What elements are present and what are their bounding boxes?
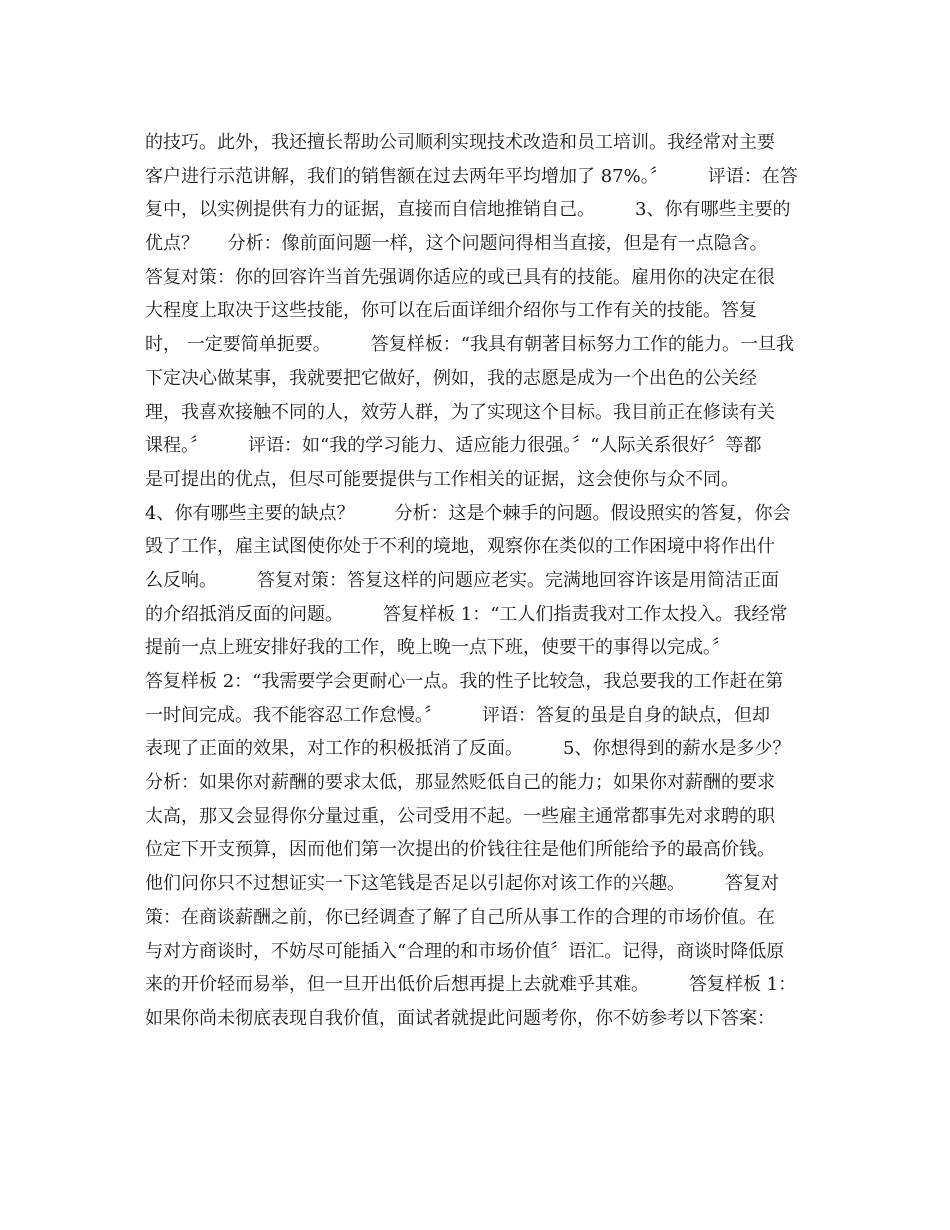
- text-line: 策：在商谈薪酬之前，你已经调查了解了自己所从事工作的合理的市场价值。在: [145, 906, 775, 928]
- text-line: 大程度上取决于这些技能，你可以在后面详细介绍你与工作有关的技能。答复: [145, 300, 757, 322]
- text-line: 如果你尚未彻底表现自我价值，面试者就提此问题考你，你不妨参考以下答案：: [145, 1007, 775, 1029]
- text-line: 的介绍抵消反面的问题。 答复样板 1：“工人们指责我对工作太投入。我经常: [145, 603, 788, 625]
- text-line: 分析：如果你对薪酬的要求太低，那显然贬低自己的能力；如果你对薪酬的要求: [145, 772, 775, 794]
- text-line: 与对方商谈时，不妨尽可能插入“合理的和市场价值〞语汇。记得，商谈时降低原: [145, 940, 785, 962]
- text-line: 么反响。 答复对策：答复这样的问题应老实。完满地回容许该是用简洁正面: [145, 569, 780, 591]
- text-line: 下定决心做某事，我就要把它做好，例如，我的志愿是成为一个出色的公关经: [145, 367, 757, 389]
- text-line: 答复样板 2：“我需要学会更耐心一点。我的性子比较急，我总要我的工作赶在第: [145, 671, 784, 692]
- text-line: 来的开价轻而易举，但一旦开出低价后想再提上去就难乎其难。 答复样板 1：: [145, 974, 797, 996]
- text-line: 4、你有哪些主要的缺点？ 分析：这是个棘手的问题。假设照实的答复，你会: [145, 502, 791, 524]
- text-line: 时， 一定要简单扼要。 答复样板：“我具有朝著目标努力工作的能力。一旦我: [145, 334, 794, 356]
- text-line: 客户进行示范讲解，我们的销售额在过去两年平均增加了 87%。〞 评语：在答: [145, 165, 798, 187]
- text-line: 表现了正面的效果，对工作的积极抵消了反面。 5、你想得到的薪水是多少？: [145, 738, 791, 760]
- text-line: 答复对策：你的回容许当首先强调你适应的或已具有的技能。雇用你的决定在很: [145, 266, 775, 288]
- text-line: 理，我喜欢接触不同的人，效劳人群，为了实现这个目标。我目前正在修读有关: [145, 401, 775, 423]
- text-line: 他们问你只不过想证实一下这笔钱是否足以引起你对该工作的兴趣。 答复对: [145, 873, 780, 895]
- text-line: 复中，以实例提供有力的证据，直接而自信地推销自己。 3、你有哪些主要的: [145, 199, 791, 221]
- text-line: 一时间完成。我不能容忍工作怠慢。〞 评语：答复的虽是自身的缺点，但却: [145, 704, 771, 726]
- text-line: 毁了工作，雇主试图使你处于不利的境地，观察你在类似的工作困境中将作出什: [145, 536, 775, 558]
- text-line: 课程。〞 评语：如“我的学习能力、适应能力很强。〞“人际关系很好〞等都: [145, 435, 762, 457]
- text-line: 是可提出的优点，但尽可能要提供与工作相关的证据，这会使你与众不同。: [145, 468, 739, 490]
- text-line: 太高，那又会显得你分量过重，公司受用不起。一些雇主通常都事先对求聘的职: [145, 805, 775, 827]
- text-line: 的技巧。此外，我还擅长帮助公司顺利实现技术改造和员工培训。我经常对主要: [145, 132, 775, 153]
- body-text: [145, 126, 813, 1036]
- text-line: 提前一点上班安排好我的工作，晚上晚一点下班，使要干的事得以完成。〞: [145, 637, 730, 659]
- text-line: 优点？ 分析：像前面问题一样，这个问题问得相当直接，但是有一点隐含。: [145, 233, 768, 255]
- text-line: 位定下开支预算，因而他们第一次提出的价钱往往是他们所能给予的最高价钱。: [145, 839, 775, 861]
